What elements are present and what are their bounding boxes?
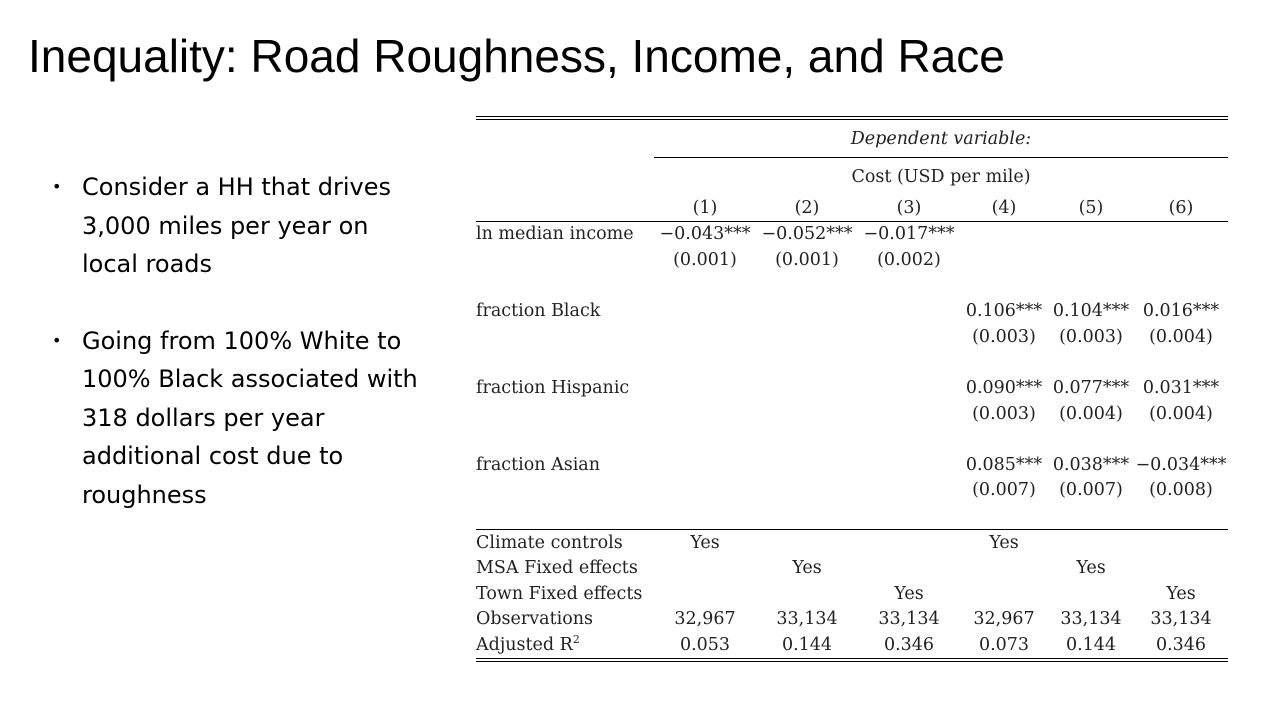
coefficient-cell: 0.016*** [1142, 301, 1220, 322]
column-header: (5) [1078, 197, 1104, 218]
row-spacer [476, 350, 1228, 376]
standard-error-cell: (0.008) [1149, 480, 1213, 501]
coefficient-cell: −0.052*** [761, 224, 853, 245]
coefficient-cell: 0.085*** [965, 454, 1043, 475]
standard-error-cell: (0.001) [775, 249, 839, 270]
table-cell: 33,134 [1060, 609, 1122, 630]
standard-error-row [476, 401, 1228, 427]
row-label: ln median income [476, 224, 634, 245]
table-cell: Yes [1076, 558, 1106, 579]
bullet-dot-icon: • [52, 330, 62, 350]
standard-error-cell: (0.007) [972, 480, 1036, 501]
standard-error-cell: (0.003) [972, 403, 1036, 424]
table-cell: 0.053 [679, 634, 731, 655]
table-cell: 33,134 [1150, 609, 1212, 630]
statistic-row [476, 581, 1228, 607]
table-cell: Yes [989, 532, 1019, 553]
row-label: Adjusted $R^2$ [476, 633, 580, 655]
dependent-variable-label: Dependent variable: [850, 128, 1032, 149]
statistic-row [476, 555, 1228, 581]
row-spacer [476, 426, 1228, 452]
standard-error-cell: (0.007) [1059, 480, 1123, 501]
adjusted-r2-row [476, 632, 1228, 658]
standard-error-cell: (0.003) [1059, 326, 1123, 347]
column-number-row [476, 195, 1228, 221]
dependent-variable-name: Cost (USD per mile) [851, 166, 1031, 187]
coefficient-cell: 0.090*** [965, 377, 1043, 398]
standard-error-cell: (0.002) [877, 249, 941, 270]
coefficient-row [476, 298, 1228, 324]
bullet-list [50, 168, 430, 552]
table-cell: 0.346 [1155, 634, 1207, 655]
column-header: (3) [896, 197, 922, 218]
bullet-item [50, 322, 430, 515]
table-cell: 0.346 [883, 634, 935, 655]
row-label: fraction Hispanic [476, 377, 630, 398]
coefficient-row [476, 452, 1228, 478]
standard-error-cell: (0.001) [673, 249, 737, 270]
bullet-text: Going from 100% White to 100% Black associated with 318 dollars per year additional cost due to roughness [82, 326, 418, 509]
standard-error-cell: (0.004) [1059, 403, 1123, 424]
slide-title: Inequality: Road Roughness, Income, and Race [28, 30, 1005, 82]
table-header [654, 120, 1228, 195]
coefficient-cell: 0.031*** [1142, 377, 1220, 398]
bullet-item [50, 168, 430, 284]
standard-error-row [476, 478, 1228, 504]
statistic-row [476, 607, 1228, 633]
row-label: fraction Black [476, 301, 601, 322]
coefficient-cell: 0.104*** [1052, 301, 1130, 322]
table-cell: 33,134 [776, 609, 838, 630]
table-cell: 0.144 [1065, 634, 1117, 655]
table-cell: Yes [894, 583, 924, 604]
table-cell: Yes [690, 532, 720, 553]
coefficient-cell: 0.038*** [1052, 454, 1130, 475]
column-header: (6) [1168, 197, 1194, 218]
row-label: fraction Asian [476, 454, 600, 475]
table-cell: 33,134 [878, 609, 940, 630]
standard-error-cell: (0.004) [1149, 403, 1213, 424]
coefficient-cell: −0.034*** [1135, 454, 1227, 475]
bottom-rule [476, 658, 1228, 662]
coefficient-row [476, 375, 1228, 401]
row-spacer [476, 503, 1228, 529]
row-label: Town Fixed effects [476, 583, 643, 604]
coefficient-cell: −0.043*** [659, 224, 751, 245]
table-cell: Yes [792, 558, 822, 579]
standard-error-cell: (0.003) [972, 326, 1036, 347]
table-cell: 0.073 [978, 634, 1030, 655]
bullet-dot-icon: • [52, 177, 62, 196]
row-label: Climate controls [476, 532, 623, 553]
row-label: MSA Fixed effects [476, 558, 638, 579]
row-label: Observations [476, 609, 593, 630]
table-cell: 32,967 [973, 609, 1035, 630]
row-spacer [476, 273, 1228, 299]
coefficient-row [476, 222, 1228, 248]
table-cell: 32,967 [674, 609, 736, 630]
column-header: (2) [794, 197, 820, 218]
coefficient-section [476, 222, 1228, 529]
regression-table [476, 116, 1228, 662]
table-cell: 0.144 [781, 634, 833, 655]
statistics-section [476, 530, 1228, 632]
statistic-row [476, 530, 1228, 556]
standard-error-row [476, 247, 1228, 273]
column-header: (4) [991, 197, 1017, 218]
table-cell: Yes [1166, 583, 1196, 604]
coefficient-cell: −0.017*** [863, 224, 955, 245]
standard-error-cell: (0.004) [1149, 326, 1213, 347]
coefficient-cell: 0.106*** [965, 301, 1043, 322]
column-header: (1) [692, 197, 718, 218]
coefficient-cell: 0.077*** [1052, 377, 1130, 398]
standard-error-row [476, 324, 1228, 350]
bullet-text: Consider a HH that drives 3,000 miles per year on local roads [82, 173, 391, 278]
